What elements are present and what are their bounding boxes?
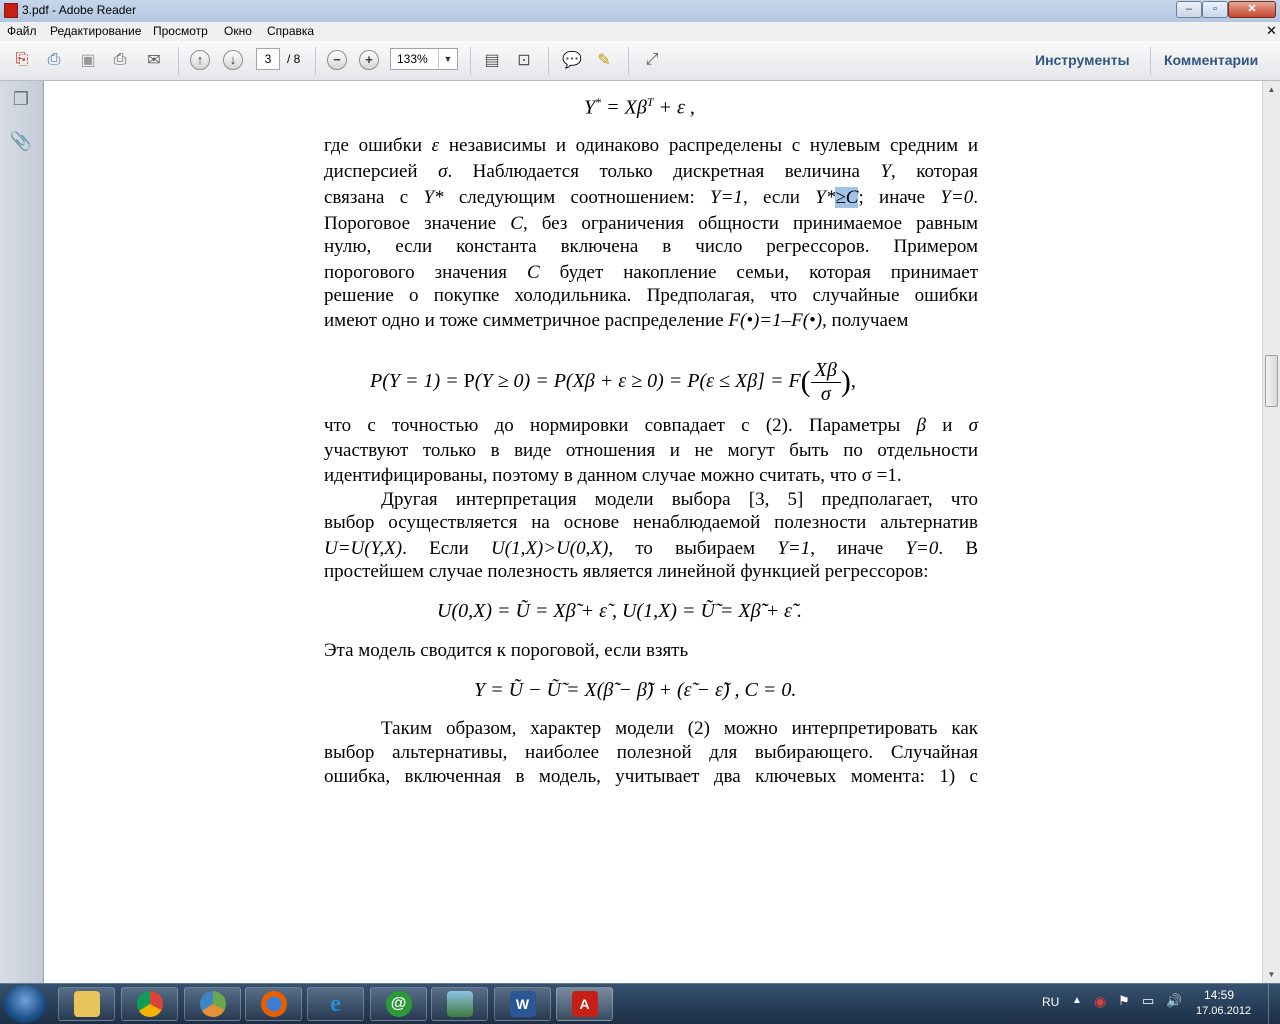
toolbar-separator bbox=[548, 47, 549, 75]
taskbar-ie[interactable] bbox=[307, 987, 364, 1021]
page-thumbnails-icon[interactable]: ❐ bbox=[12, 89, 30, 109]
firefox-icon bbox=[261, 991, 287, 1017]
taskbar-chrome[interactable] bbox=[121, 987, 178, 1021]
action-center-flag-icon[interactable]: ⚑ bbox=[1118, 993, 1130, 1008]
word-icon: W bbox=[510, 991, 536, 1017]
print-icon[interactable]: ⎙ bbox=[113, 51, 127, 68]
zoom-in-button[interactable] bbox=[357, 48, 381, 72]
paragraph-line: ошибка, включенная в модель, учитывает два ключевых момента: 1) с bbox=[324, 766, 978, 787]
arrow-up-icon: ↑ bbox=[190, 50, 210, 70]
equation-4: Y = Ũ − Ũ̃ = X(β̃ − β̃̃) + (ε̃ − ε̃̃) , C = 0. bbox=[474, 679, 797, 701]
paragraph-line: выбор осуществляется на основе ненаблюдаемой полезности альтернатив bbox=[324, 512, 978, 533]
taskbar-explorer[interactable] bbox=[58, 987, 115, 1021]
navigation-pane bbox=[0, 81, 44, 983]
taskbar-firefox[interactable] bbox=[245, 987, 302, 1021]
highlight-icon[interactable]: ✎ bbox=[597, 52, 611, 69]
email-icon[interactable]: ✉ bbox=[147, 52, 161, 69]
paragraph-line: где ошибки ε независимы и одинаково распределены с нулевым средним и bbox=[324, 135, 978, 156]
comments-button[interactable]: Комментарии bbox=[1164, 52, 1259, 68]
chevron-down-icon[interactable]: ▼ bbox=[438, 49, 457, 69]
toolbar-separator bbox=[315, 47, 316, 75]
start-button[interactable] bbox=[4, 985, 46, 1023]
ie-icon: e bbox=[330, 990, 341, 1017]
paragraph-line: участвуют только в виде отношения и не могут быть по отдельности bbox=[324, 440, 978, 461]
window-title: 3.pdf - Adobe Reader bbox=[22, 3, 137, 17]
prev-page-button[interactable] bbox=[188, 48, 212, 72]
page-total: / 8 bbox=[287, 52, 301, 66]
toolbar-separator bbox=[178, 47, 179, 75]
document-view[interactable] bbox=[44, 81, 1262, 983]
open-file-icon[interactable]: ⎙ bbox=[47, 51, 61, 68]
menu-file[interactable]: Файл bbox=[7, 24, 37, 38]
equation-3: U(0,X) = Ũ = Xβ̃ + ε̃ , U(1,X) = Ũ̃ = Xβ̃̃ + ε̃̃ . bbox=[437, 600, 802, 622]
paragraph-line: порогового значения C будет накопление семьи, которая принимает bbox=[324, 262, 978, 283]
paragraph-line: решение о покупке холодильника. Предполагая, что случайные ошибки bbox=[324, 285, 978, 306]
scrollbar-thumb[interactable] bbox=[1265, 355, 1278, 407]
paragraph-line: выбор альтернативы, наиболее полезной для выбирающего. Случайная bbox=[324, 742, 978, 763]
explorer-icon bbox=[74, 991, 100, 1017]
paragraph-line: простейшем случае полезность является линейной функцией регрессоров: bbox=[324, 561, 929, 582]
menu-edit[interactable]: Редактирование bbox=[50, 24, 142, 38]
toolbar-separator bbox=[470, 47, 471, 75]
menu-help[interactable]: Справка bbox=[267, 24, 315, 38]
paragraph-line: нулю, если константа включена в число регрессоров. Примером bbox=[324, 236, 978, 257]
taskbar-word[interactable] bbox=[494, 987, 551, 1021]
equation-2: P(Y = 1) = P(Y ≥ 0) = P(Xβ + ε ≥ 0) = P(ε ≤ Xβ] = F( $\frac{X\beta}{\sigma}$ ), bbox=[370, 359, 856, 405]
chrome-icon bbox=[137, 991, 163, 1017]
language-indicator[interactable]: RU bbox=[1042, 995, 1060, 1009]
image-viewer-icon bbox=[447, 991, 473, 1017]
show-hidden-icons-icon[interactable]: ▲ bbox=[1072, 995, 1082, 1006]
system-tray bbox=[1030, 984, 1280, 1024]
taskbar-adobe-reader[interactable] bbox=[556, 987, 613, 1021]
menu-view[interactable]: Просмотр bbox=[153, 24, 208, 38]
paragraph-line: дисперсией σ. Наблюдается только дискретная величина Y, которая bbox=[324, 161, 979, 182]
taskbar-chrome-variant[interactable] bbox=[184, 987, 241, 1021]
fullscreen-icon[interactable]: ⤢ bbox=[645, 51, 659, 68]
arrow-down-icon: ↓ bbox=[223, 50, 243, 70]
taskbar-image-viewer[interactable] bbox=[431, 987, 488, 1021]
plus-icon: + bbox=[359, 50, 379, 70]
antivirus-icon[interactable]: ◉ bbox=[1094, 993, 1107, 1009]
vertical-scrollbar[interactable] bbox=[1262, 81, 1280, 983]
attachments-icon[interactable]: 📎 bbox=[9, 131, 33, 151]
paragraph-line: U=U(Y,X). Если U(1,X)>U(0,X), то выбираем Y=1, иначе Y=0. В bbox=[324, 538, 978, 559]
page-number-input[interactable]: 3 bbox=[256, 48, 280, 70]
scroll-up-icon[interactable]: ▲ bbox=[1267, 85, 1276, 94]
fit-page-icon[interactable]: ▤ bbox=[484, 52, 500, 69]
paragraph-line: имеют одно и тоже симметричное распределение F(•)=1–F(•), получаем bbox=[324, 310, 909, 331]
menu-close-doc-icon[interactable]: ✕ bbox=[1266, 23, 1277, 38]
paragraph-line: Таким образом, характер модели (2) можно интерпретировать как bbox=[381, 718, 978, 739]
save-icon[interactable]: ▣ bbox=[80, 52, 96, 69]
zoom-out-button[interactable] bbox=[325, 48, 349, 72]
next-page-button[interactable] bbox=[221, 48, 245, 72]
scroll-down-icon[interactable]: ▼ bbox=[1267, 970, 1276, 979]
paragraph-line: что с точностью до нормировки совпадает с (2). Параметры β и σ bbox=[324, 415, 979, 436]
close-button[interactable]: ✕ bbox=[1228, 1, 1276, 18]
show-desktop-button[interactable] bbox=[1268, 984, 1280, 1024]
clock-time[interactable]: 14:59 bbox=[1204, 988, 1235, 1002]
toolbar-separator bbox=[1150, 47, 1151, 75]
zoom-select[interactable] bbox=[390, 48, 458, 70]
title-bar bbox=[0, 0, 1280, 22]
minimize-button[interactable]: – bbox=[1176, 1, 1202, 18]
menu-window[interactable]: Окно bbox=[224, 24, 252, 38]
network-icon[interactable]: ▭ bbox=[1142, 993, 1155, 1008]
pdf-app-icon bbox=[4, 3, 18, 18]
minus-icon: − bbox=[327, 50, 347, 70]
taskbar bbox=[0, 983, 1280, 1024]
paragraph-line: Эта модель сводится к пороговой, если взять bbox=[324, 640, 689, 661]
zoom-value: 133% bbox=[397, 52, 428, 66]
create-pdf-icon[interactable]: ⎘ bbox=[15, 51, 29, 68]
taskbar-at-app[interactable] bbox=[370, 987, 427, 1021]
volume-icon[interactable]: 🔊 bbox=[1166, 993, 1183, 1008]
toolbar-separator bbox=[628, 47, 629, 75]
chrome-variant-icon bbox=[200, 991, 226, 1017]
at-app-icon: @ bbox=[386, 991, 412, 1017]
paragraph-line: Другая интерпретация модели выбора [3, 5] предполагает, что bbox=[381, 489, 978, 510]
paragraph-line: связана с Y* следующим соотношением: Y=1, если Y*≥C; иначе Y=0. bbox=[324, 187, 978, 208]
comment-icon[interactable]: 💬 bbox=[562, 52, 582, 69]
fit-width-icon[interactable]: ⊡ bbox=[517, 52, 531, 69]
equation-1: $Y^* = X\beta^T + \varepsilon$ , bbox=[584, 95, 695, 119]
clock-date[interactable]: 17.06.2012 bbox=[1196, 1005, 1252, 1017]
paragraph-line: Пороговое значение C, без ограничения общности принимаемое равным bbox=[324, 213, 978, 234]
paragraph-line: идентифицированы, поэтому в данном случае можно считать, что σ =1. bbox=[324, 465, 902, 486]
tools-button[interactable]: Инструменты bbox=[1035, 52, 1130, 68]
adobe-reader-icon: A bbox=[572, 991, 598, 1017]
menu-bar bbox=[0, 22, 1280, 42]
maximize-button[interactable]: ▫ bbox=[1202, 1, 1228, 18]
